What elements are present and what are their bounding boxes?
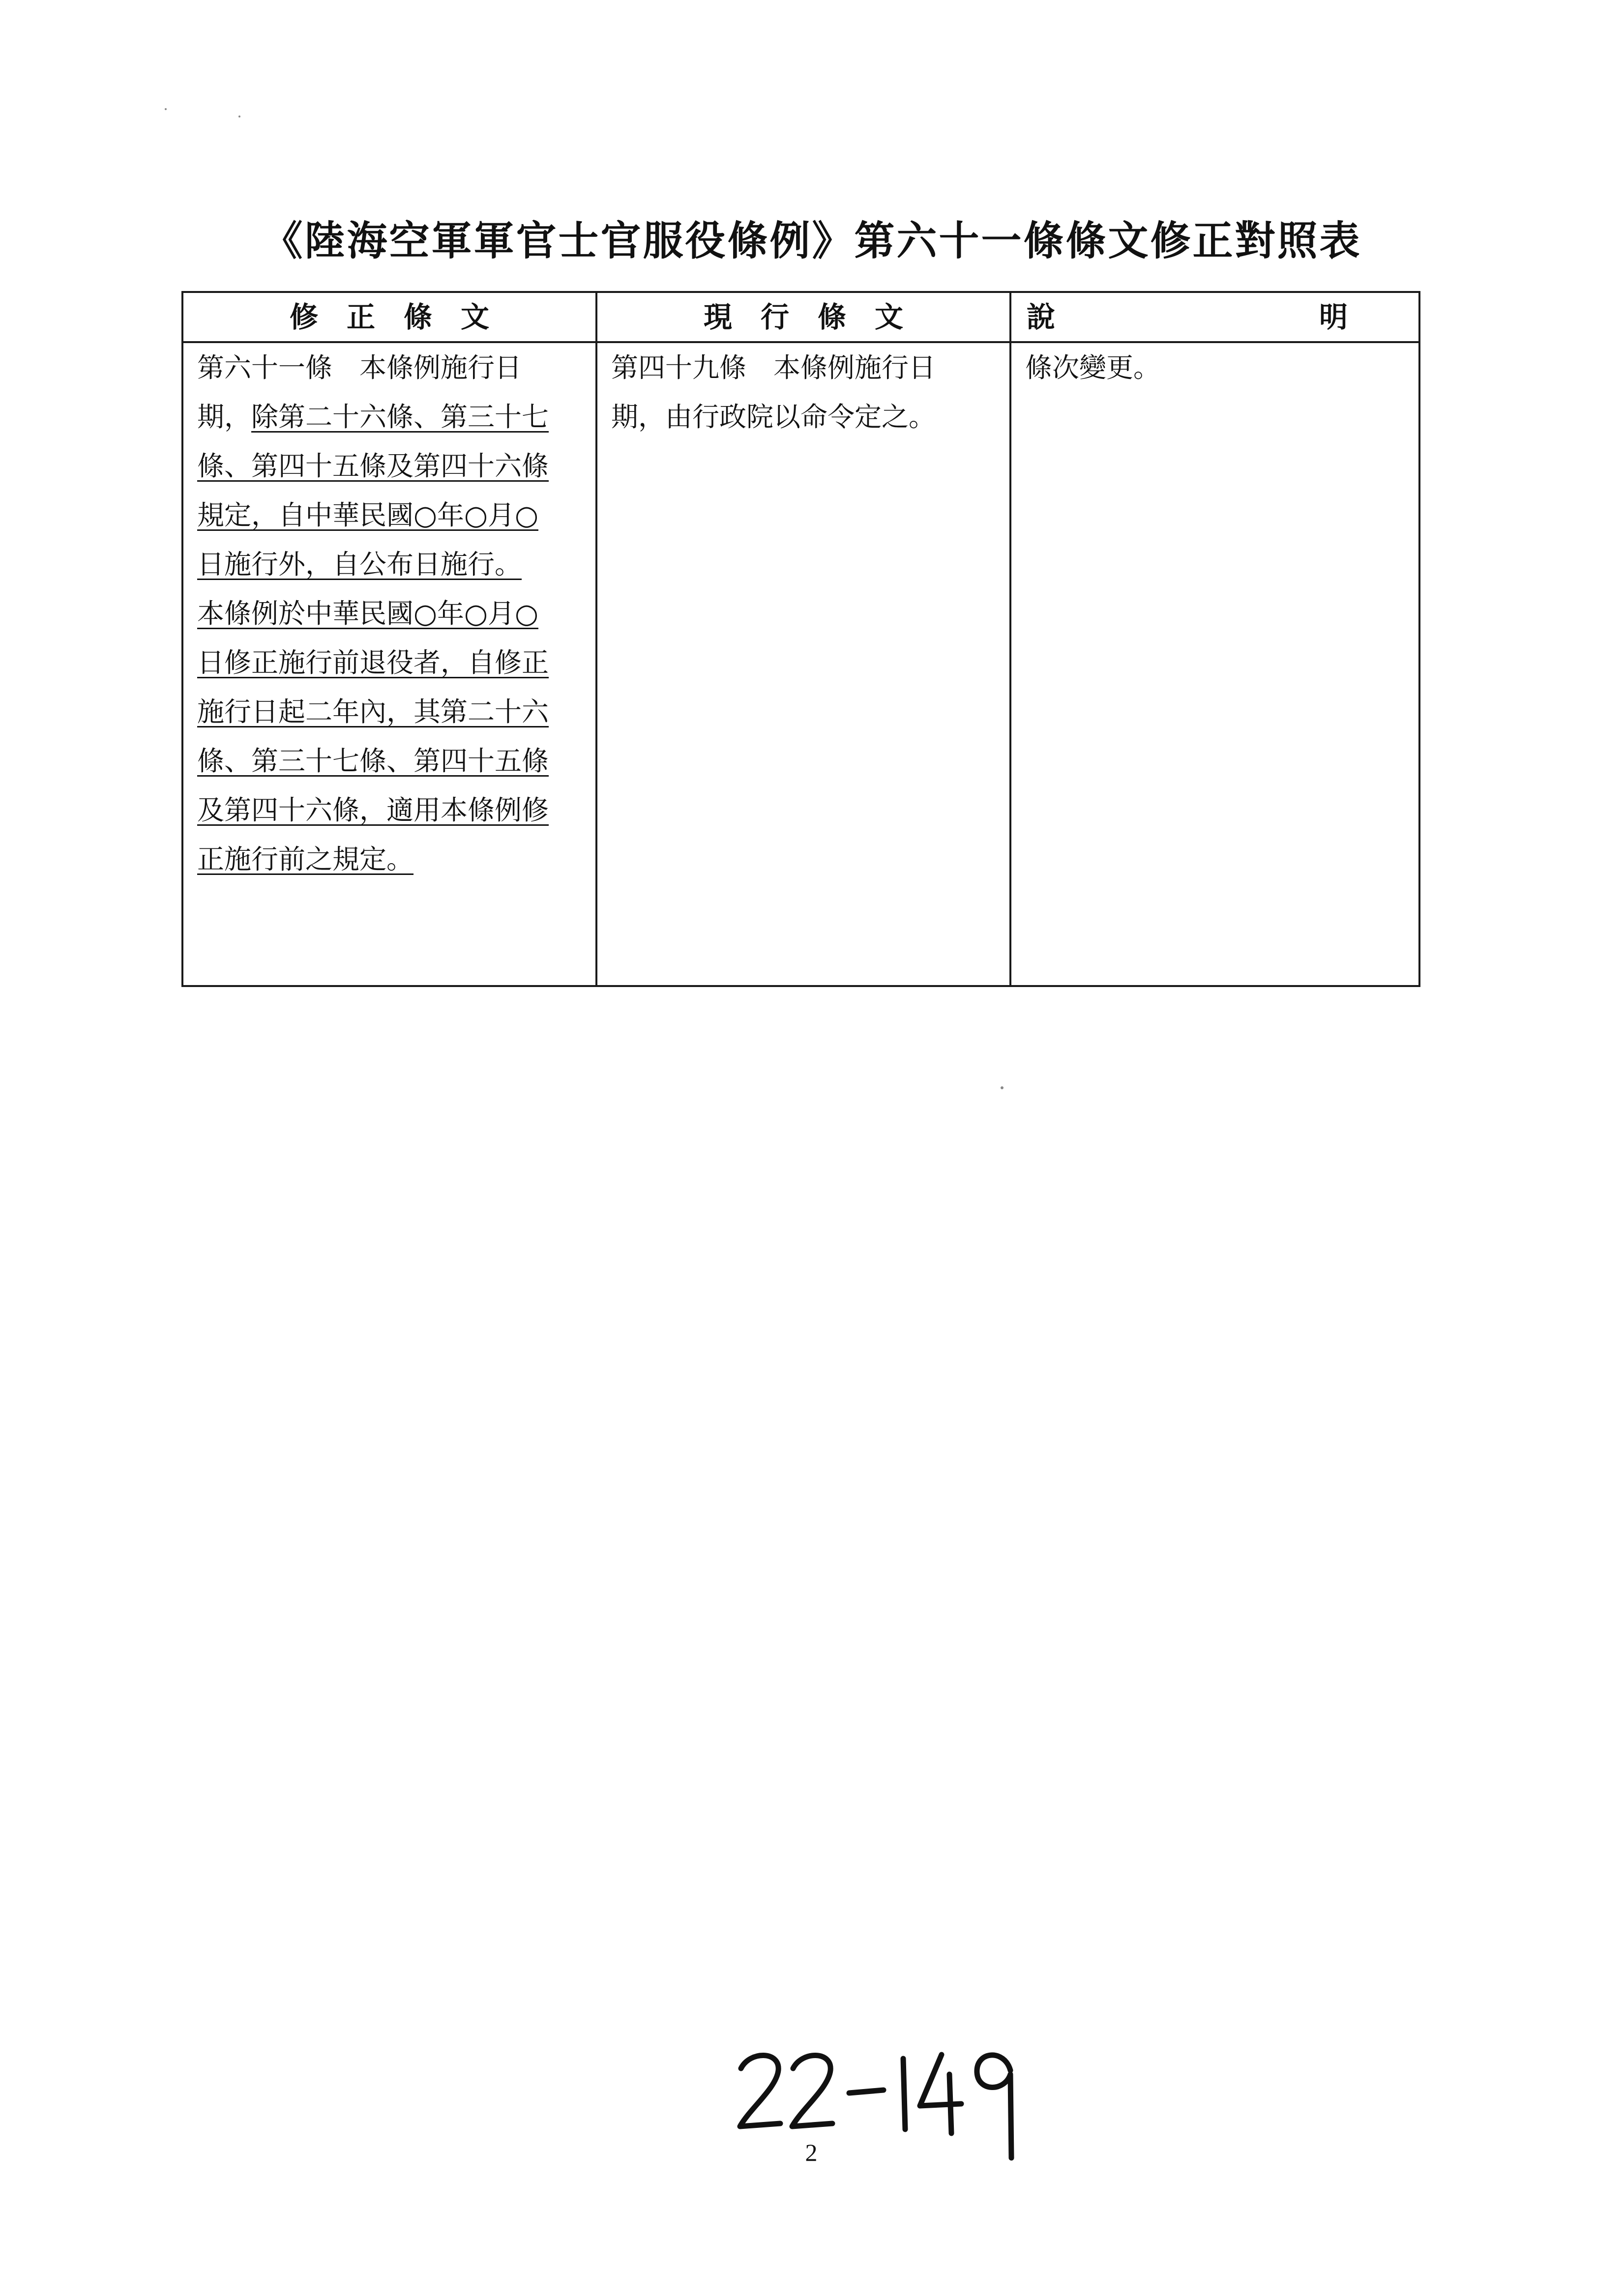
current-line: 期，由行政院以命令定之。 [611,401,936,433]
amended-line: 條、第三十七條、第四十五條 [197,745,549,777]
scan-speck [238,116,240,117]
amended-line: 及第四十六條，適用本條例修 [197,794,549,826]
page-title: 《陸海空軍軍官士官服役條例》第六十一條條文修正對照表 [262,217,1362,264]
amended-line: 日施行外，自公布日施行。 [197,549,522,580]
amended-line: 條、第四十五條及第四十六條 [197,450,549,482]
header-explanation-last-char: 明 [1319,300,1348,334]
current-text-cell [611,343,1000,441]
page-number: 2 [805,2139,818,2166]
amended-line: 本條例於中華民國○年○月○ [197,598,538,629]
amended-line: 規定，自中華民國○年○月○ [197,499,538,531]
header-current-text: 現 行 條 文 [703,300,903,334]
table-header-row [183,293,1418,343]
amended-line: 期，除第二十六條、第三十七 [197,401,549,433]
amended-line: 日修正施行前退役者，自修正 [197,647,549,678]
handwritten-document-number [735,2040,1020,2163]
current-line: 第四十九條 本條例施行日 [611,352,936,383]
column-divider-1 [595,293,597,985]
scan-speck [1001,1086,1004,1089]
header-amended-text: 修 正 條 文 [289,300,489,334]
comparison-table [181,291,1420,987]
explanation-line: 條次變更。 [1025,352,1161,383]
amended-line: 第六十一條 本條例施行日 [197,352,522,383]
column-divider-2 [1009,293,1011,985]
explanation-text-cell [1025,343,1414,392]
amended-text-cell [197,343,586,884]
amended-line: 正施行前之規定。 [197,843,414,875]
header-explanation-first-char: 說 [1027,300,1056,334]
scan-speck [165,108,167,110]
amended-line: 施行日起二年內，其第二十六 [197,696,549,727]
